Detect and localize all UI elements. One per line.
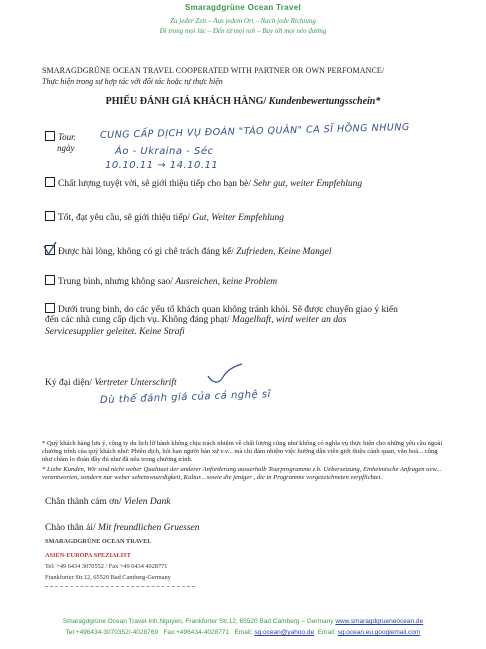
option-below-average[interactable]: Dưới trung bình, do các yếu tố khách quan không tránh khỏi. Sẽ được chuyển giao ý kiến [45,303,398,315]
brand-name: Smaragdgrüne Ocean Travel [185,3,301,12]
title-de: Kundenbewertungsschein* [268,96,381,107]
email-link[interactable]: sg.ocean@yahoo.de [254,629,315,636]
company-address: Frankfurter Str.12, 65520 Bad Camberg-Germany [45,574,171,581]
greeting-line: Chào thân ái/ Mit freundlichen Gruessen [45,523,200,533]
option-very-good[interactable]: Chất lượng tuyệt vời, sẽ giới thiệu tiếp cho bạn bè/ Sehr gut, weiter Empfehlung [45,177,362,189]
footer-address: Smaragdgrüne Ocean Travel-Inh.Nguyen, Frankfurter Str.12, 65520 Bad Camberg – Germany www.smaragdgrueneocean.de [62,618,424,625]
checkmark-icon [42,241,58,257]
website-link[interactable]: www.smaragdgrueneocean.de [335,618,424,625]
divider [45,586,195,587]
option-below-average-line2: đến các nhà cung cấp dịch vụ. Không đáng phạt/ Magelhaft, wird weiter an das [45,315,347,325]
thanks-line: Chân thành cám ơn/ Vielen Dank [45,497,171,507]
brand-slogan-vi: Đi trong mọi lúc – Đến từ mọi nơi – Bay tới mọi nẻo đường [159,27,327,35]
cooperation-note: SMARAGDGRÜNE OCEAN TRAVEL COOPERATED WITH PARTNER OR OWN PERFOMANCE/ [42,66,385,75]
tour-route-handwriting: Áo - Ukraina - Séc [115,146,214,157]
tour-label: Tour. [45,131,76,142]
option-average[interactable]: Trung bình, nhưng không sao/ Ausreichen, keine Problem [45,275,277,287]
note-de: * Liebe Kunden, Wir sind nicht weber Qualitaet der anderer Anforderung ausserhalb Tourprogramme z.b. Uebersetzung, Einheimische Anfragen uvw... verantworten, sondern nur weber sehenswuerdigkeit, Kultur... sowie die jeniger , die in Programme vorgezeichneten verpflichtet. [42,466,442,482]
option-checkbox[interactable] [45,211,55,221]
tour-checkbox[interactable] [45,131,55,141]
option-checkbox[interactable] [45,303,55,313]
page-title [0,96,486,107]
signature-stroke [205,362,245,386]
tour-dates-handwriting: 10.10.11 → 14.10.11 [105,160,219,171]
title-vi: PHIẾU ĐÁNH GIÁ KHÁCH HÀNG/ [105,96,267,107]
option-below-average-line3: Servicesupplier geleitet. Keine Strafi [45,327,185,337]
company-tag: ASIEN-EUROPA SPEZIALIST [45,552,131,559]
signature-handwriting: Dù thế đánh giá của cả nghệ sĩ [99,389,271,406]
footer-contacts: Tel:+496434-3070352/-4028769 Fax:+496434-4028771 Email: sg.ocean@yahoo.de Email: sg.ocean.eu.googlemail.com [65,629,421,636]
note-vi: * Quý khách hàng lưu ý, công ty du lịch lữ hành không chịu trách nhiệm về chất lượng cũng như không có nghĩa vụ thực hiện cho những yêu cầu ngoài chương trình của quý khách như: Phiên dịch, hỏi han người bản xứ v.v... mà chỉ đảm nhiệm việc hướng dẫn viên giới thiệu cảnh quan, văn hoá... cũng như chăm lo đoàn đầy đủ như đã nêu trong chương trình. [42,440,443,464]
company-name: SMARAGDGRÜNE OCEAN TRAVEL [45,538,152,545]
option-satisfied[interactable]: Được hài lòng, không có gì chê trách đáng kể/ Zufrieden, Keine Mangel [45,245,331,257]
option-checkbox-checked[interactable] [45,245,55,255]
option-checkbox[interactable] [45,275,55,285]
signature-label: Ký đại diện/ Vertreter Unterschrift [45,378,177,388]
option-checkbox[interactable] [45,177,55,187]
company-tel: Tel: +49 6434 3070552 / Fax +49 6434 4028771 [45,563,168,570]
email-link-2[interactable]: sg.ocean.eu.googlemail.com [337,629,421,636]
brand-slogan-de: Zu jeder Zeit – Aus jedem Ort – Nach jede Richtung [170,17,316,25]
cooperation-note-vi: Thực hiện trong sự hợp tác với đối tác hoặc tự thực hiện [42,77,223,86]
tour-name-handwriting: CUNG CẤP DỊCH VỤ ĐOÀN "TÁO QUÂN" CA SĨ HỒNG NHUNG [99,121,410,142]
option-good[interactable]: Tốt, đạt yêu cầu, sẽ giới thiệu tiếp/ Gut, Weiter Empfehlung [45,211,284,223]
date-label: ngày [57,143,75,153]
